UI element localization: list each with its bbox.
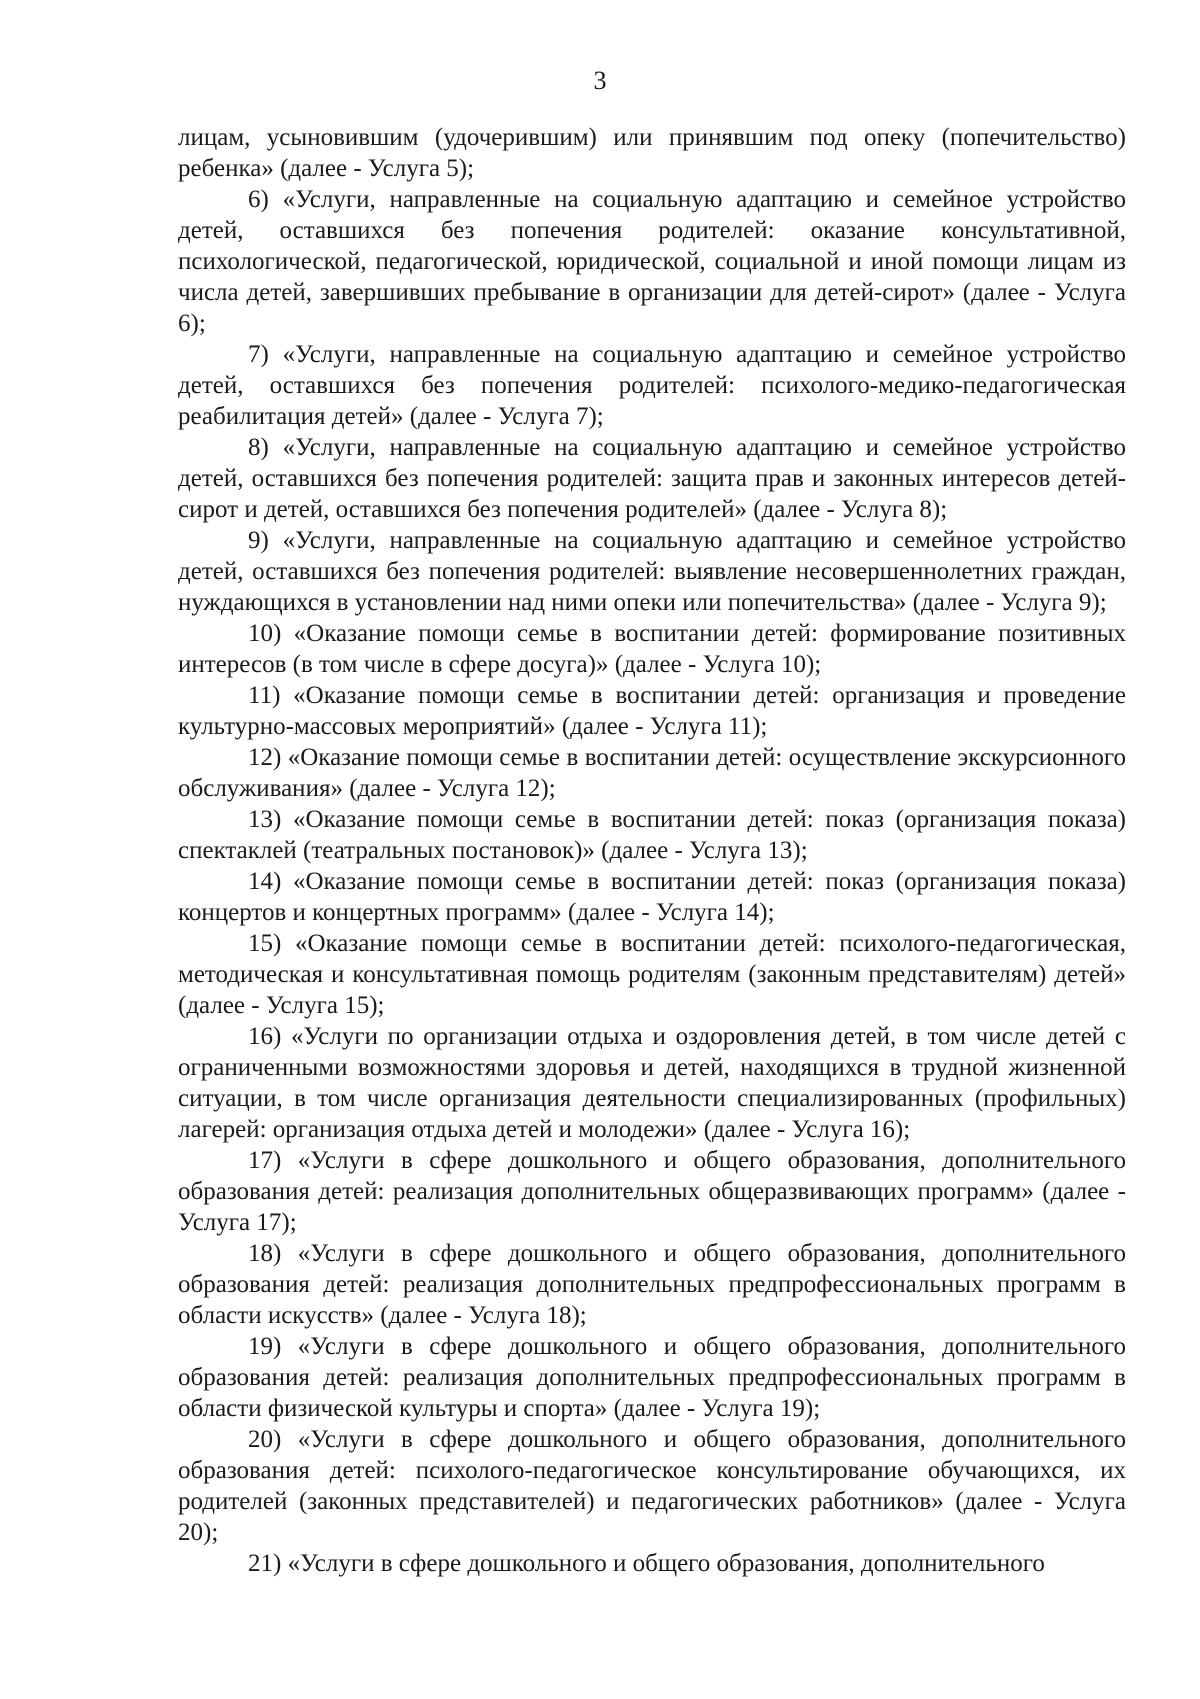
- paragraph: 16) «Услуги по организации отдыха и оздоровления детей, в том числе детей с ограниченными возможностями здоровья и детей, находящихся в трудной жизненной ситуации, в том числе организация деятельности специализированных (профильных) лагерей: организация отдыха детей и молодежи» (далее - Услуга 16);: [178, 1023, 1126, 1143]
- paragraph: 18) «Услуги в сфере дошкольного и общего образования, дополнительного образования детей: реализация дополнительных предпрофессиональных программ в области искусств» (далее - Услуга 18);: [178, 1240, 1126, 1329]
- paragraph: 17) «Услуги в сфере дошкольного и общего образования, дополнительного образования детей: реализация дополнительных общеразвивающих программ» (далее - Услуга 17);: [178, 1147, 1126, 1236]
- paragraph: 7) «Услуги, направленные на социальную адаптацию и семейное устройство детей, оставшихся без попечения родителей: психолого-медико-педагогическая реабилитация детей» (далее - Услуга 7);: [178, 341, 1126, 430]
- paragraph: 11) «Оказание помощи семье в воспитании детей: организация и проведение культурно-массовых мероприятий» (далее - Услуга 11);: [178, 682, 1126, 740]
- paragraph: 9) «Услуги, направленные на социальную адаптацию и семейное устройство детей, оставшихся без попечения родителей: выявление несовершеннолетних граждан, нуждающихся в установлении над ними опеки или попечительства» (далее - Услуга 9);: [178, 527, 1126, 616]
- page-number: 3: [593, 66, 607, 95]
- paragraph: 14) «Оказание помощи семье в воспитании детей: показ (организация показа) концертов и концертных программ» (далее - Услуга 14);: [178, 868, 1126, 926]
- document-body: [178, 122, 1126, 1579]
- paragraph: 10) «Оказание помощи семье в воспитании детей: формирование позитивных интересов (в том числе в сфере досуга)» (далее - Услуга 10);: [178, 620, 1126, 678]
- paragraph: 19) «Услуги в сфере дошкольного и общего образования, дополнительного образования детей: реализация дополнительных предпрофессиональных программ в области физической культуры и спорта» (далее - Услуга 19);: [178, 1333, 1126, 1422]
- paragraph: лицам, усыновившим (удочерившим) или принявшим под опеку (попечительство) ребенка» (далее - Услуга 5);: [178, 124, 1126, 182]
- paragraph: 8) «Услуги, направленные на социальную адаптацию и семейное устройство детей, оставшихся без попечения родителей: защита прав и законных интересов детей-сирот и детей, оставшихся без попечения родителей» (далее - Услуга 8);: [178, 434, 1126, 523]
- paragraph: 20) «Услуги в сфере дошкольного и общего образования, дополнительного образования детей: психолого-педагогическое консультирование обучающихся, их родителей (законных представителей) и педагогических работников» (далее - Услуга 20);: [178, 1426, 1126, 1546]
- paragraph: 12) «Оказание помощи семье в воспитании детей: осуществление экскурсионного обслуживания» (далее - Услуга 12);: [178, 744, 1126, 802]
- paragraph: 13) «Оказание помощи семье в воспитании детей: показ (организация показа) спектаклей (театральных постановок)» (далее - Услуга 13);: [178, 806, 1126, 864]
- paragraph: 21) «Услуги в сфере дошкольного и общего образования, дополнительного: [248, 1550, 1045, 1577]
- paragraph: 6) «Услуги, направленные на социальную адаптацию и семейное устройство детей, оставшихся без попечения родителей: оказание консультативной, психологической, педагогической, юридической, социальной и иной помощи лицам из числа детей, завершивших пребывание в организации для детей-сирот» (далее - Услуга 6);: [178, 186, 1126, 337]
- paragraph: 15) «Оказание помощи семье в воспитании детей: психолого-педагогическая, методическая и консультативная помощь родителям (законным представителям) детей» (далее - Услуга 15);: [178, 930, 1126, 1019]
